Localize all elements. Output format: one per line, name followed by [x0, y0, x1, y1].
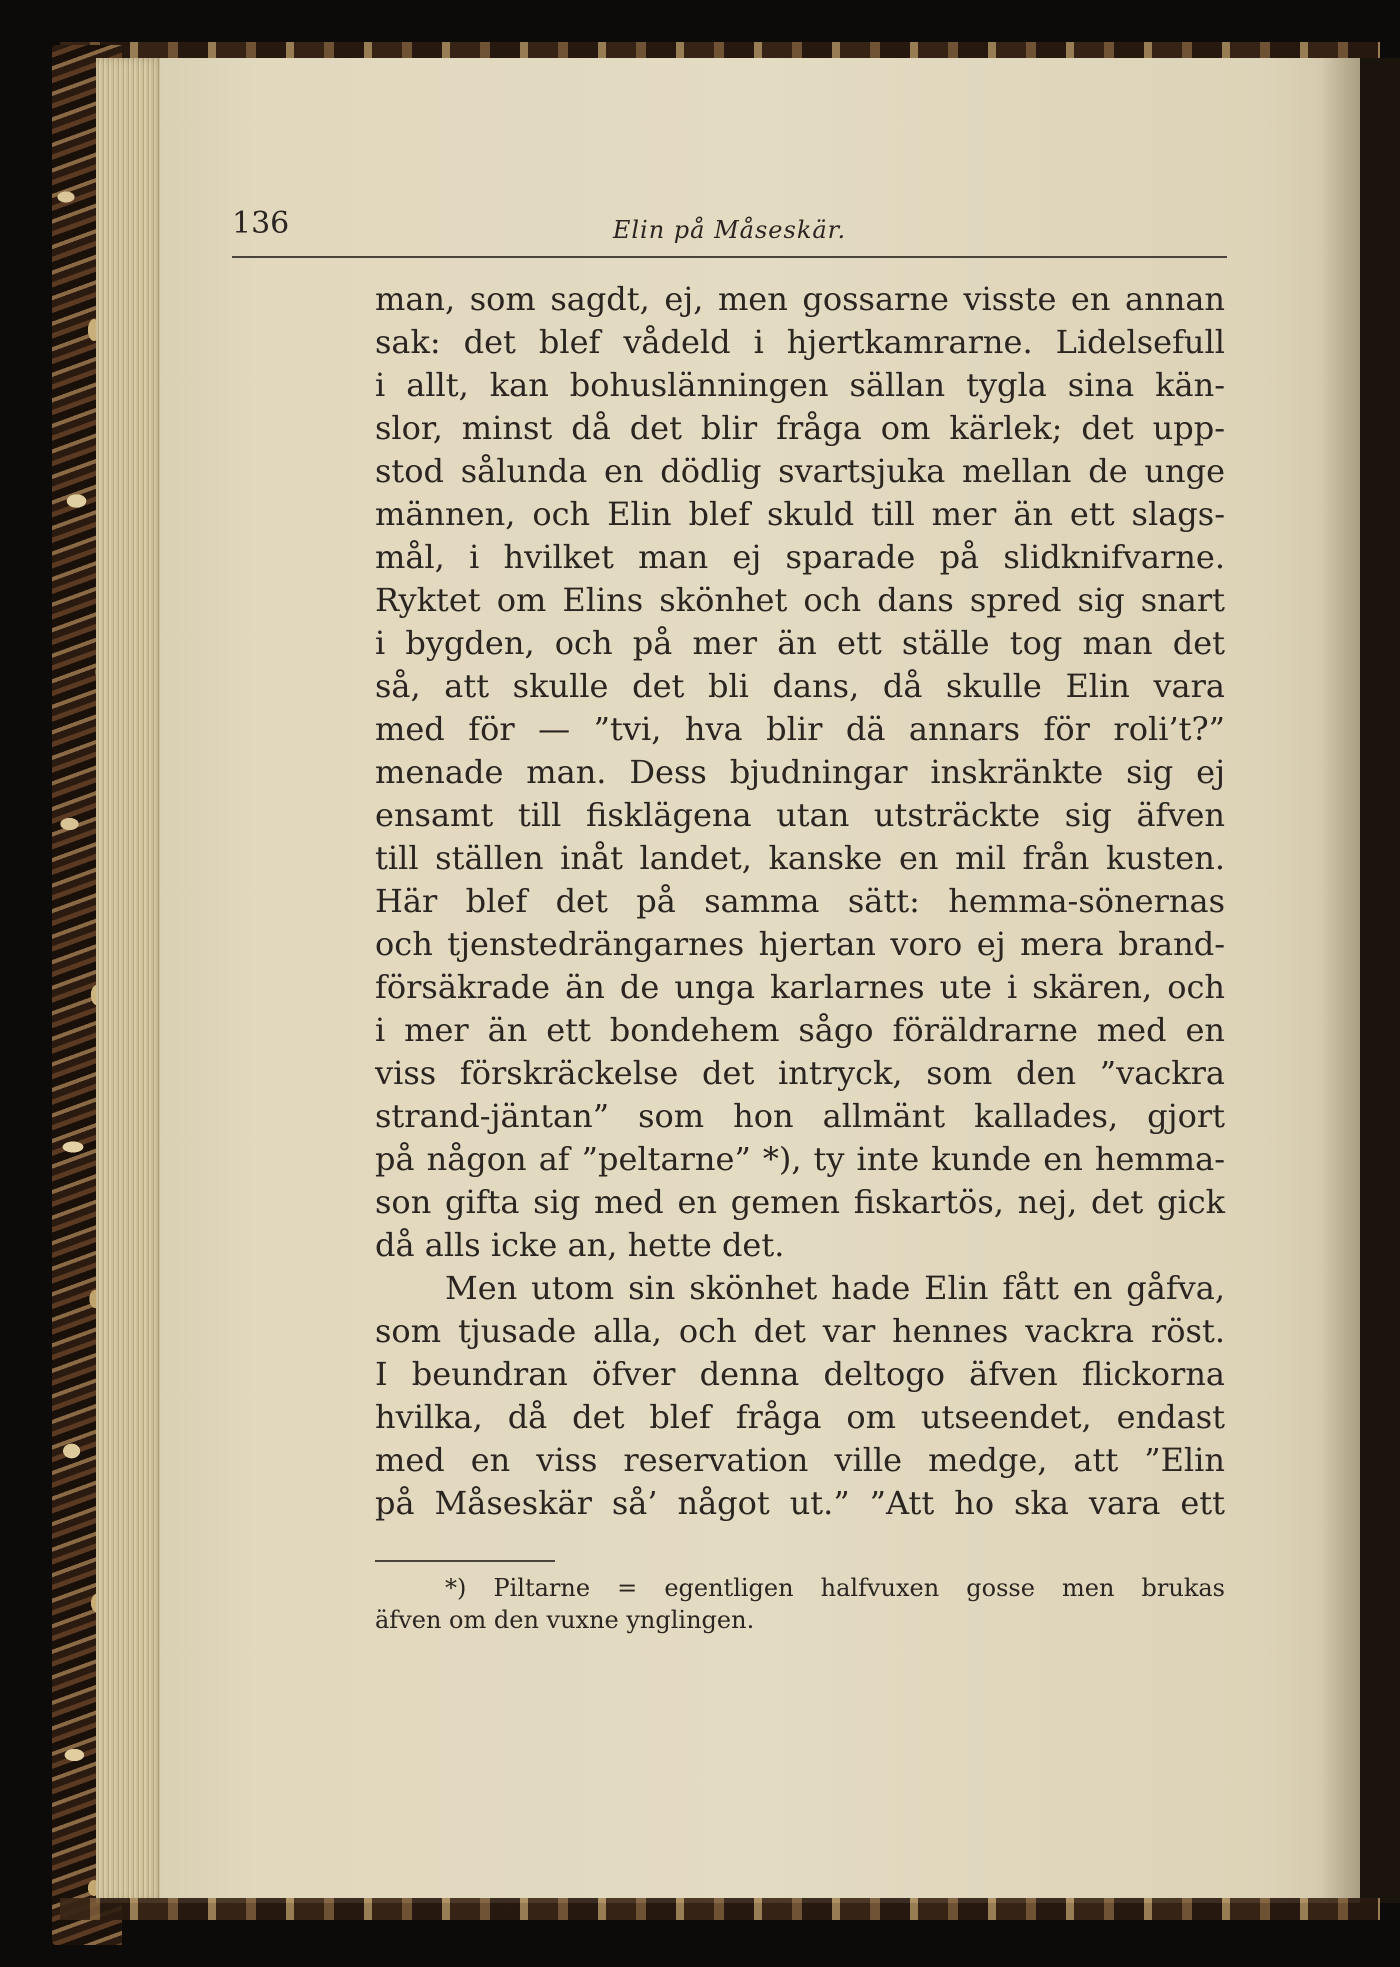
footnote-line: *) Piltarne = egentligen halfvuxen gosse men brukas — [445, 1574, 1225, 1602]
text-line: hvilka, då det blef fråga om utseendet, endast — [375, 1398, 1225, 1436]
text-line: med för — ”tvi, hva blir dä annars för roli’t?” — [375, 710, 1225, 748]
text-line: man, som sagdt, ej, men gossarne visste en annan — [375, 280, 1225, 318]
text-line: så, att skulle det bli dans, då skulle Elin vara — [375, 667, 1225, 705]
text-line: och tjenstedrängarnes hjertan voro ej mera brand- — [375, 925, 1225, 963]
text-line: Men utom sin skönhet hade Elin fått en gåfva, — [445, 1269, 1225, 1307]
text-line: menade man. Dess bjudningar inskränkte sig ej — [375, 753, 1225, 791]
running-head — [232, 206, 1227, 258]
running-title: Elin på Måseskär. — [612, 216, 847, 244]
text-line: i mer än ett bondehem sågo föräldrarne med en — [375, 1011, 1225, 1049]
text-line: till ställen inåt landet, kanske en mil från kusten. — [375, 839, 1225, 877]
text-line: i allt, kan bohuslänningen sällan tygla sina kän- — [375, 366, 1225, 404]
gutter-shadow — [1320, 58, 1360, 1903]
text-line: på någon af ”peltarne” *), ty inte kunde en hemma- — [375, 1140, 1225, 1178]
text-line: slor, minst då det blir fråga om kärlek; det upp- — [375, 409, 1225, 447]
text-line: sak: det blef vådeld i hjertkamrarne. Lidelsefull — [375, 323, 1225, 361]
footnote — [375, 1572, 1225, 1636]
body-text — [375, 278, 1225, 1525]
text-line: strand-jäntan” som hon allmänt kallades, gjort — [375, 1097, 1225, 1135]
text-line: försäkrade än de unga karlarnes ute i skären, och — [375, 968, 1225, 1006]
footnote-rule — [375, 1560, 555, 1562]
footnote-line: äfven om den vuxne ynglingen. — [375, 1606, 755, 1634]
right-margin-dark — [1360, 58, 1400, 1903]
text-line: stod sålunda en dödlig svartsjuka mellan de unge — [375, 452, 1225, 490]
text-line: som tjusade alla, och det var hennes vackra röst. — [375, 1312, 1225, 1350]
text-line: med en viss reservation ville medge, att ”Elin — [375, 1441, 1225, 1479]
page-number: 136 — [232, 206, 290, 241]
text-line: ensamt till fisklägena utan utsträckte sig äfven — [375, 796, 1225, 834]
page-edges — [96, 58, 166, 1903]
text-line: Här blef det på samma sätt: hemma-sönernas — [375, 882, 1225, 920]
text-line: mål, i hvilket man ej sparade på slidknifvarne. — [375, 538, 1225, 576]
text-line: Ryktet om Elins skönhet och dans spred sig snart — [375, 581, 1225, 619]
text-line: son gifta sig med en gemen fiskartös, nej, det gick — [375, 1183, 1225, 1221]
text-line: på Måseskär så’ något ut.” ”Att ho ska vara ett — [375, 1484, 1225, 1522]
text-line: viss förskräckelse det intryck, som den ”vackra — [375, 1054, 1225, 1092]
text-line: I beundran öfver denna deltogo äfven flickorna — [375, 1355, 1225, 1393]
cover-bottom-edge — [60, 1898, 1380, 1920]
text-line: då alls icke an, hette det. — [375, 1226, 785, 1264]
text-line: i bygden, och på mer än ett ställe tog man det — [375, 624, 1225, 662]
text-line: männen, och Elin blef skuld till mer än ett slags- — [375, 495, 1225, 533]
